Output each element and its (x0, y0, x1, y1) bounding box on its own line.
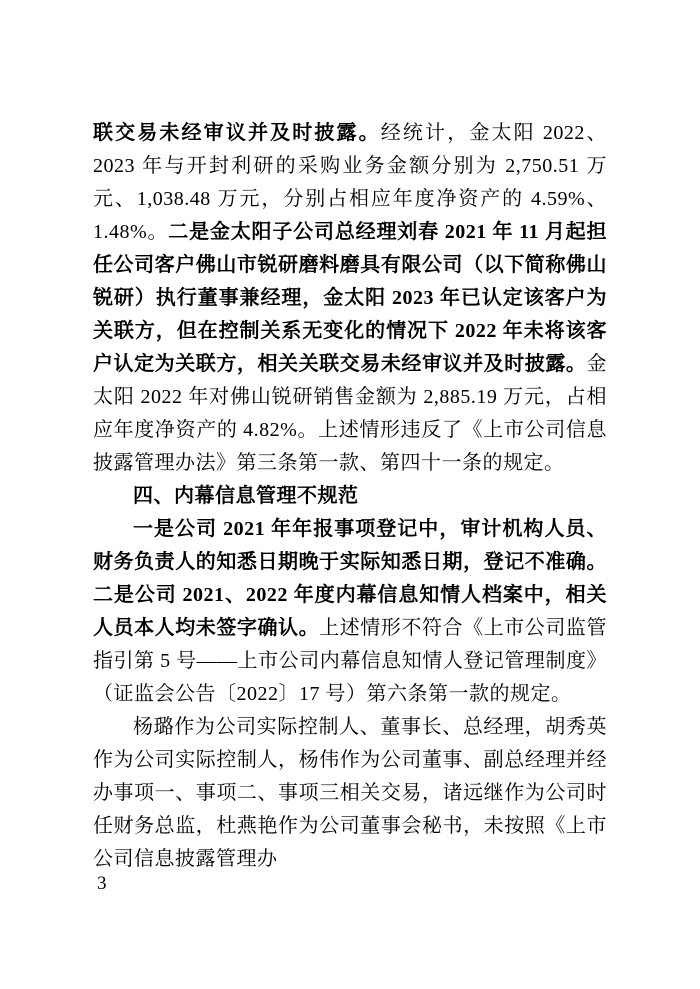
section-heading-text: 四、内幕信息管理不规范 (133, 485, 359, 507)
text-segment: 一是公司 2021 年年报事项登记中，审计机构人员、财务负责人的知悉日期晚于实际知悉日期，登记不准确。 (93, 518, 607, 573)
text-segment: 联交易未经审议并及时披露。 (93, 122, 381, 144)
section-heading-insider-information (93, 480, 607, 513)
paragraph-insider-information-issues (93, 513, 607, 711)
text-segment: 二是金太阳子公司总经理刘春 2021 年 11 月起担任公司客户佛山市锐研磨料磨具有限公司（以下简称佛山锐研）执行董事兼经理，金太阳 2023 年已认定该客户为关联方，但在控制关系无变化的情况下 2022 年未将该客户认定为关联方，相关关联交易未经审议并及时披露。 (93, 221, 607, 375)
page-number: 3 (97, 873, 107, 894)
paragraph-responsible-persons (93, 711, 607, 876)
text-segment: 二是公司 2021、2022 年度内幕信息知情人档案中，相关人员本人均未签字确认。 (93, 584, 607, 639)
text-segment: 经统计，金太阳 2022、2023 年与开封利研的采购业务金额分别为 2,750.51 万元、1,038.48 万元，分别占相应年度净资产的 4.59%、1.48%。 (93, 122, 608, 243)
paragraph-related-party-transactions (93, 117, 607, 480)
text-segment: 金太阳 2022 年对佛山锐研销售金额为 2,885.19 万元，占相应年度净资产的 4.82%。上述情形违反了《上市公司信息披露管理办法》第三条第一款、第四十一条的规定。 (93, 353, 607, 474)
text-segment: 上述情形不符合《上市公司监管指引第 5 号——上市公司内幕信息知情人登记管理制度》（证监会公告〔2022〕17 号）第六条第一款的规定。 (93, 617, 607, 705)
text-segment: 杨璐作为公司实际控制人、董事长、总经理，胡秀英作为公司实际控制人，杨伟作为公司董事、副总经理并经办事项一、事项二、事项三相关交易，诸远继作为公司时任财务总监，杜燕艳作为公司董事会秘书，未按照《上市公司信息披露管理办 (93, 716, 607, 870)
document-body (93, 117, 607, 876)
